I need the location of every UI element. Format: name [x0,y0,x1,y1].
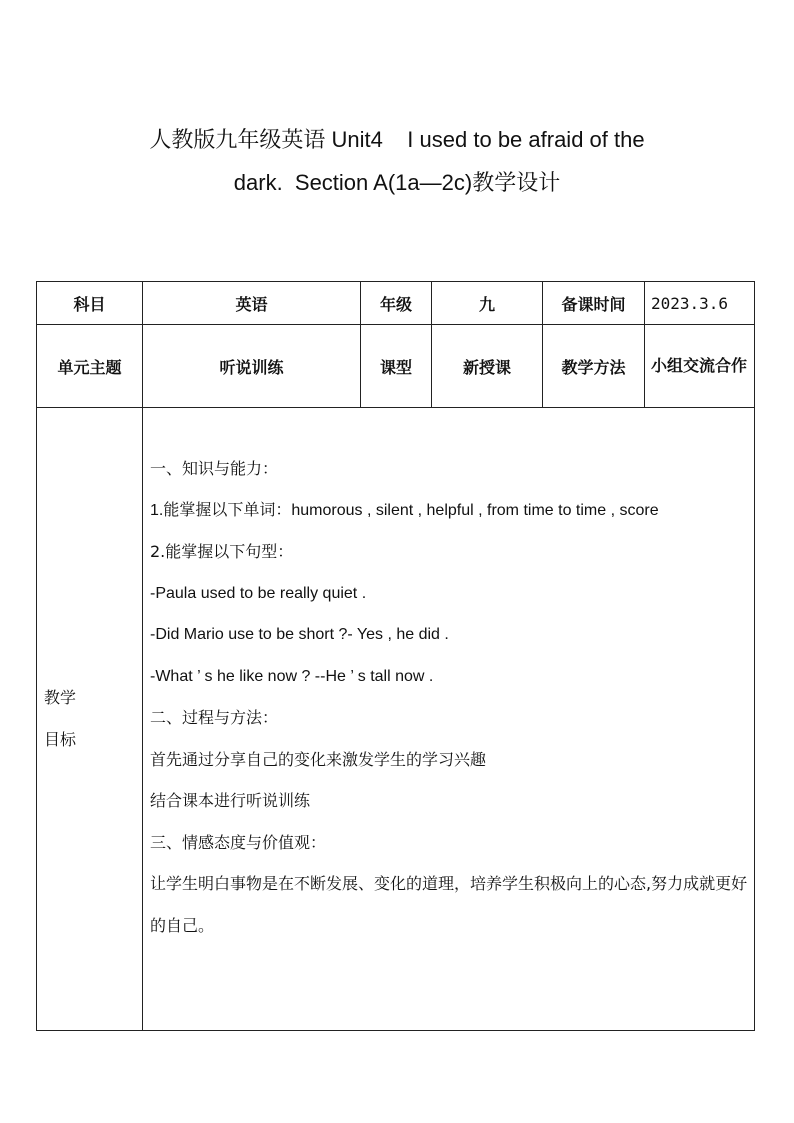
process-2: 结合课本进行听说训练 [150,791,311,810]
sentence-heading: 2.能掌握以下句型： [150,542,294,561]
sentence-3: -What ’ s he like now ? --He ’ s tall now . [150,667,434,685]
process-heading: 二、过程与方法： [150,708,279,727]
goals-content [143,408,755,1031]
table-row [37,408,755,1031]
emotion-text: 让学生明白事物是在不断发展、变化的道理，培养学生积极向上的心态,努力成就更好的自己。 [150,874,748,935]
title-line-2: dark. Section A(1a—2c)教学设计 [233,170,561,195]
lesson-type-label: 课型 [361,325,432,408]
table-row [37,325,755,408]
grade-label: 年级 [361,282,432,325]
goals-label [37,408,143,1031]
title-line-1: 人教版九年级英语 Unit4 I used to be afraid of the [149,127,645,152]
method-label: 教学方法 [543,325,645,408]
emotion-heading: 三、情感态度与价值观： [150,832,327,852]
process-1: 首先通过分享自己的变化来激发学生的学习兴趣 [150,749,487,769]
unit-theme-label: 单元主题 [37,325,143,408]
subject-label: 科目 [37,282,143,325]
sentence-1: -Paula used to be really quiet . [150,584,367,602]
sentence-2: -Did Mario use to be short ?- Yes , he did . [150,626,449,643]
knowledge-heading: 一、知识与能力： [150,459,279,478]
grade-value: 九 [432,282,543,325]
table-row [37,282,755,325]
method-value: 小组交流合作 [645,325,755,408]
subject-value: 英语 [143,282,361,325]
unit-theme-value: 听说训练 [143,325,361,408]
prep-time-value: 2023.3.6 [645,282,755,325]
prep-time-label: 备课时间 [543,282,645,325]
lesson-plan-table [36,281,755,1031]
document-title [0,118,794,204]
vocab-line: 1.能掌握以下单词：humorous , silent , helpful , from time to time , score [150,501,659,519]
goals-label-text: 教学目标 [44,688,77,749]
lesson-type-value: 新授课 [432,325,543,408]
